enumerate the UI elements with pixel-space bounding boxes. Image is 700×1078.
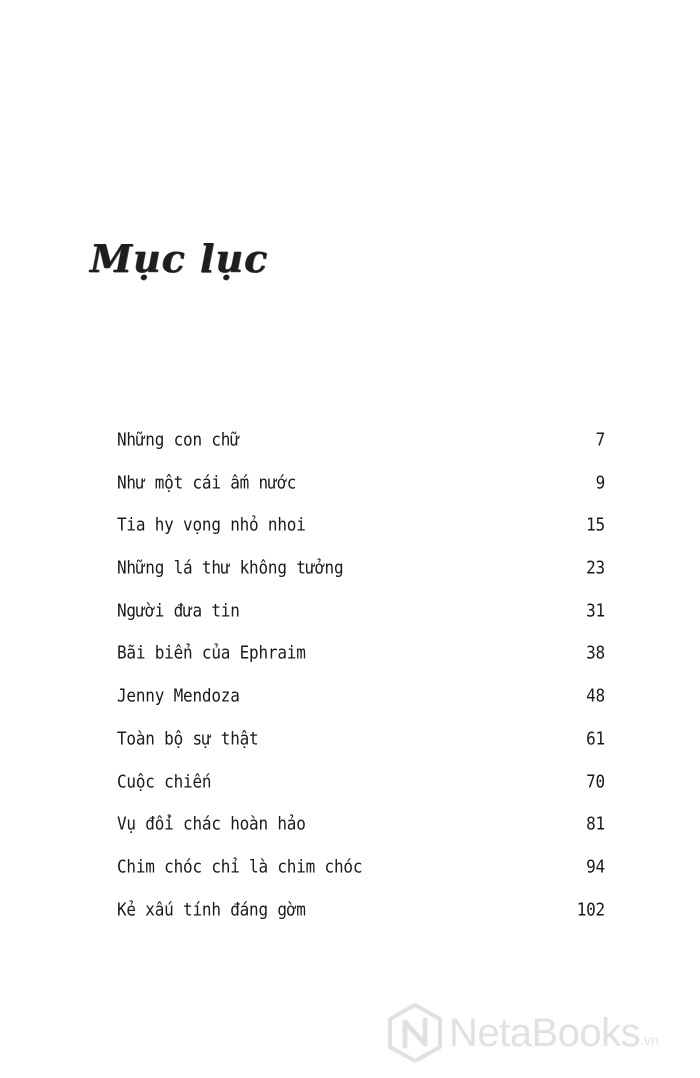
toc-entry-page: 9: [595, 471, 605, 493]
netabooks-watermark: [385, 1002, 659, 1064]
toc-entry-title: Kẻ xấu tính đáng gờm: [117, 898, 306, 920]
toc-entry[interactable]: [117, 458, 605, 506]
toc-entry-page: 15: [586, 514, 605, 536]
toc-entry-title: Những lá thư không tưởng: [117, 556, 344, 579]
toc-entry[interactable]: [117, 672, 605, 720]
toc-entry[interactable]: [117, 544, 605, 592]
page-title: Mục lục: [90, 236, 269, 281]
toc-entry-title: Cuộc chiến: [117, 770, 212, 792]
toc-entry-title: Tia hy vọng nhỏ nhoi: [117, 514, 306, 536]
toc-entry[interactable]: [117, 586, 605, 634]
n-hexagon-logo-icon: [385, 1002, 445, 1064]
toc-entry-page: 7: [595, 428, 605, 450]
watermark-suffix: .vn: [640, 1032, 659, 1048]
toc-entry-page: 38: [586, 642, 605, 664]
toc-entry-title: Những con chữ: [117, 428, 240, 450]
toc-entry-page: 94: [586, 855, 605, 877]
toc-entry-title: Bãi biển của Ephraim: [117, 642, 306, 664]
toc-entry-page: 81: [586, 812, 605, 835]
toc-entry-title: Người đưa tin: [117, 599, 240, 621]
toc-entry-page: 48: [586, 684, 605, 707]
toc-entry-page: 61: [586, 727, 605, 749]
toc-entry-title: Toàn bộ sự thật: [117, 727, 259, 749]
toc-entry[interactable]: [117, 714, 605, 762]
table-of-contents: [117, 418, 605, 930]
toc-entry[interactable]: [117, 842, 605, 890]
toc-entry-title: Chim chóc chỉ là chim chóc: [117, 855, 363, 877]
toc-entry-page: 31: [586, 599, 605, 621]
toc-entry-page: 102: [576, 898, 605, 920]
toc-entry[interactable]: [117, 415, 605, 463]
toc-entry-page: 23: [586, 556, 605, 579]
toc-entry[interactable]: [117, 885, 605, 933]
toc-entry-title: Jenny Mendoza: [117, 684, 240, 707]
toc-entry-title: Như một cái ấm nước: [117, 471, 297, 493]
toc-entry[interactable]: [117, 629, 605, 677]
watermark-brand: NetaBooks: [449, 1010, 641, 1055]
toc-entry-title: Vụ đổi chác hoàn hảo: [117, 812, 306, 835]
toc-entry[interactable]: [117, 501, 605, 549]
toc-entry[interactable]: [117, 757, 605, 805]
toc-entry[interactable]: [117, 800, 605, 848]
toc-entry-page: 70: [586, 770, 605, 792]
